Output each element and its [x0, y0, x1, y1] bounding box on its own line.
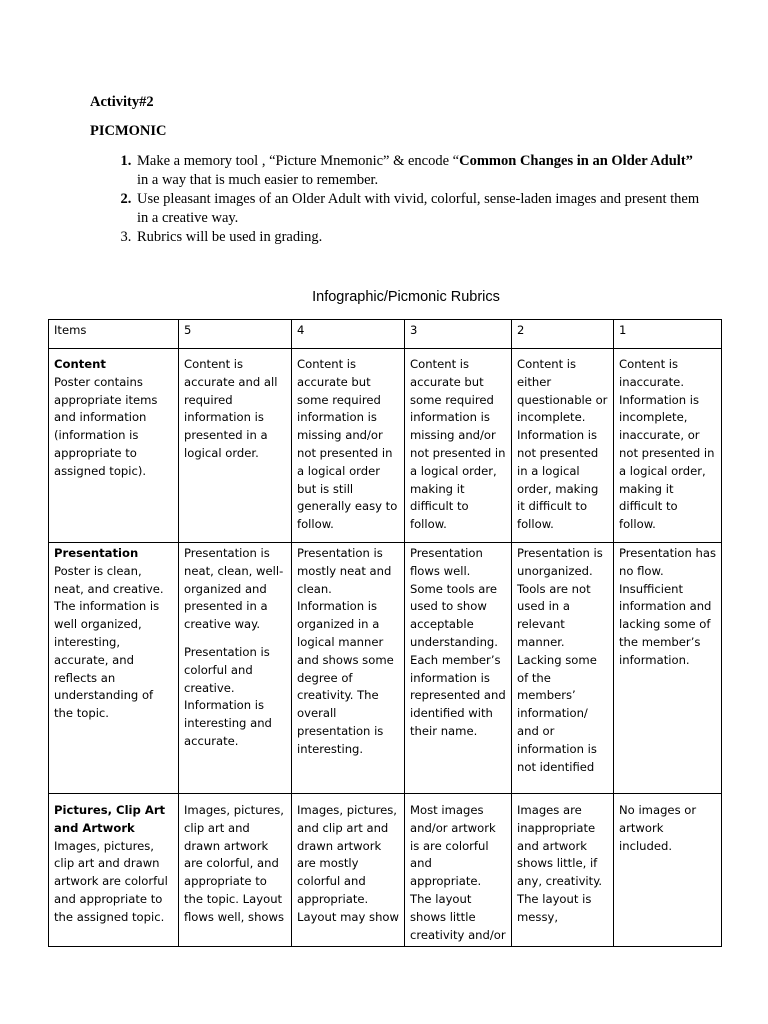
score-cell-2: Content is either questionable or incomplete. Information is not presented in a logical order, making it difficult to follow.	[512, 349, 614, 543]
score-cell-4: Content is accurate but some required information is missing and/or not presented in a logical order but is still generally easy to follow.	[292, 349, 405, 543]
score-cell-2: Images are inappropriate and artwork shows little, if any, creativity. The layout is messy,	[512, 794, 614, 947]
page-title: PICMONIC	[90, 123, 167, 139]
criterion-title: Content	[54, 357, 106, 371]
criterion-cell	[49, 794, 179, 947]
instruction-list	[90, 152, 705, 247]
instruction-1-topic: Common Changes in an Older Adult”	[459, 153, 693, 169]
score-cell-1: Content is inaccurate. Information is incomplete, inaccurate, or not presented in a logical order, making it difficult to follow.	[614, 349, 722, 543]
instruction-1-tail: in a way that is much easier to remember.	[137, 172, 379, 188]
activity-label: Activity#2	[90, 94, 154, 110]
score-cell-1: No images or artwork included.	[614, 794, 722, 947]
header-score-2: 2	[512, 320, 614, 349]
criterion-description: Poster is clean, neat, and creative. The information is well organized, interesting, accurate, and reflects an understanding of the topic.	[54, 563, 164, 721]
rubric-title: Infographic/Picmonic Rubrics	[312, 289, 500, 305]
score-5-part-a: Presentation is neat, clean, well-organized and presented in a creative way.	[184, 546, 284, 632]
score-cell-5: Content is accurate and all required information is presented in a logical order.	[179, 349, 292, 543]
header-score-4: 4	[292, 320, 405, 349]
score-cell-3: Presentation flows well. Some tools are used to show acceptable understanding. Each member’s information is represented and identified with their name.	[405, 543, 512, 794]
table-row-presentation	[49, 543, 722, 794]
header-items: Items	[49, 320, 179, 349]
criterion-cell	[49, 349, 179, 543]
score-cell-4: Images, pictures, and clip art and drawn artwork are mostly colorful and appropriate. Layout may show	[292, 794, 405, 947]
table-row-pictures	[49, 794, 722, 947]
criterion-description: Images, pictures, clip art and drawn artwork are colorful and appropriate to the assigned topic.	[54, 838, 168, 924]
score-cell-4: Presentation is mostly neat and clean. Information is organized in a logical manner and shows some degree of creativity. The overall presentation is interesting.	[292, 543, 405, 794]
score-cell-1: Presentation has no flow. Insufficient information and lacking some of the member’s information.	[614, 543, 722, 794]
score-cell-3: Content is accurate but some required information is missing and/or not presented in a logical order, making it difficult to follow.	[405, 349, 512, 543]
criterion-title: Presentation	[54, 546, 139, 560]
criterion-description: Poster contains appropriate items and information (information is appropriate to assigned topic).	[54, 374, 158, 478]
criterion-cell	[49, 543, 179, 794]
instruction-item-2: 2. Use pleasant images of an Older Adult with vivid, colorful, sense-laden images and present them in a creative way.	[135, 190, 705, 228]
score-cell-5: Images, pictures, clip art and drawn artwork are colorful, and appropriate to the topic. Layout flows well, shows	[179, 794, 292, 947]
rubric-table	[48, 319, 722, 947]
score-cell-2: Presentation is unorganized. Tools are not used in a relevant manner. Lacking some of the members’ information/ and or information is not identified	[512, 543, 614, 794]
score-cell-3: Most images and/or artwork is are colorful and appropriate. The layout shows little creativity and/or	[405, 794, 512, 947]
criterion-title: Pictures, Clip Art and Artwork	[54, 803, 166, 835]
table-row-content	[49, 349, 722, 543]
score-5-part-b: Presentation is colorful and creative. Information is interesting and accurate.	[184, 644, 272, 748]
header-score-1: 1	[614, 320, 722, 349]
score-cell-5	[179, 543, 292, 794]
table-header-row	[49, 320, 722, 349]
header-score-5: 5	[179, 320, 292, 349]
instruction-1-text: Make a memory tool , “Picture Mnemonic” & encode “	[137, 153, 460, 169]
instruction-item-1	[135, 152, 705, 190]
instruction-item-3: 3. Rubrics will be used in grading.	[135, 228, 705, 247]
header-score-3: 3	[405, 320, 512, 349]
